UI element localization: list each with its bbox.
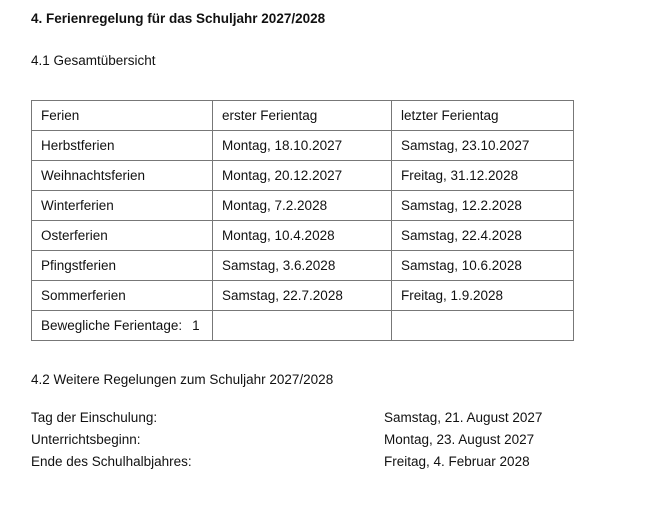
header-cell: erster Ferientag [213,101,392,131]
rules-list [31,410,591,476]
holiday-table [31,100,574,341]
table-cell: Samstag, 23.10.2027 [392,131,574,161]
header-cell: letzter Ferientag [392,101,574,131]
table-header-row [32,101,574,131]
movable-days-count: 1 [192,318,200,333]
section-title-rules: 4.2 Weitere Regelungen zum Schuljahr 2027/2028 [31,372,334,387]
table-cell: Winterferien [32,191,213,221]
table-cell: Montag, 7.2.2028 [213,191,392,221]
rule-label: Tag der Einschulung: [31,410,158,425]
table-row-movable-days [32,311,574,341]
rule-value: Samstag, 21. August 2027 [384,410,543,425]
table-cell: Montag, 18.10.2027 [213,131,392,161]
rule-label: Unterrichtsbeginn: [31,432,141,447]
rule-label: Ende des Schulhalbjahres: [31,454,192,469]
table-cell: Samstag, 22.4.2028 [392,221,574,251]
table-cell: Freitag, 31.12.2028 [392,161,574,191]
table-cell [32,311,213,341]
table-cell: Montag, 20.12.2027 [213,161,392,191]
table-cell: Weihnachtsferien [32,161,213,191]
table-row [32,191,574,221]
table-cell: Freitag, 1.9.2028 [392,281,574,311]
movable-days-label: Bewegliche Ferientage: [41,318,183,333]
table-cell: Montag, 10.4.2028 [213,221,392,251]
table-cell: Samstag, 12.2.2028 [392,191,574,221]
table-cell: Sommerferien [32,281,213,311]
section-title-overview: 4.1 Gesamtübersicht [31,53,156,68]
table-cell: Herbstferien [32,131,213,161]
table-cell-empty [213,311,392,341]
rule-value: Montag, 23. August 2027 [384,432,535,447]
table-cell: Samstag, 3.6.2028 [213,251,392,281]
rule-item [31,410,591,432]
document-heading: 4. Ferienregelung für das Schuljahr 2027/2028 [31,11,326,26]
rule-item [31,432,591,454]
table-row [32,281,574,311]
rule-value: Freitag, 4. Februar 2028 [384,454,530,469]
table-row [32,221,574,251]
header-cell: Ferien [32,101,213,131]
table-cell: Osterferien [32,221,213,251]
table-row [32,251,574,281]
table-row [32,131,574,161]
rule-item [31,454,591,476]
table-cell-empty [392,311,574,341]
table-row [32,161,574,191]
table-cell: Samstag, 10.6.2028 [392,251,574,281]
table-cell: Samstag, 22.7.2028 [213,281,392,311]
table-cell: Pfingstferien [32,251,213,281]
